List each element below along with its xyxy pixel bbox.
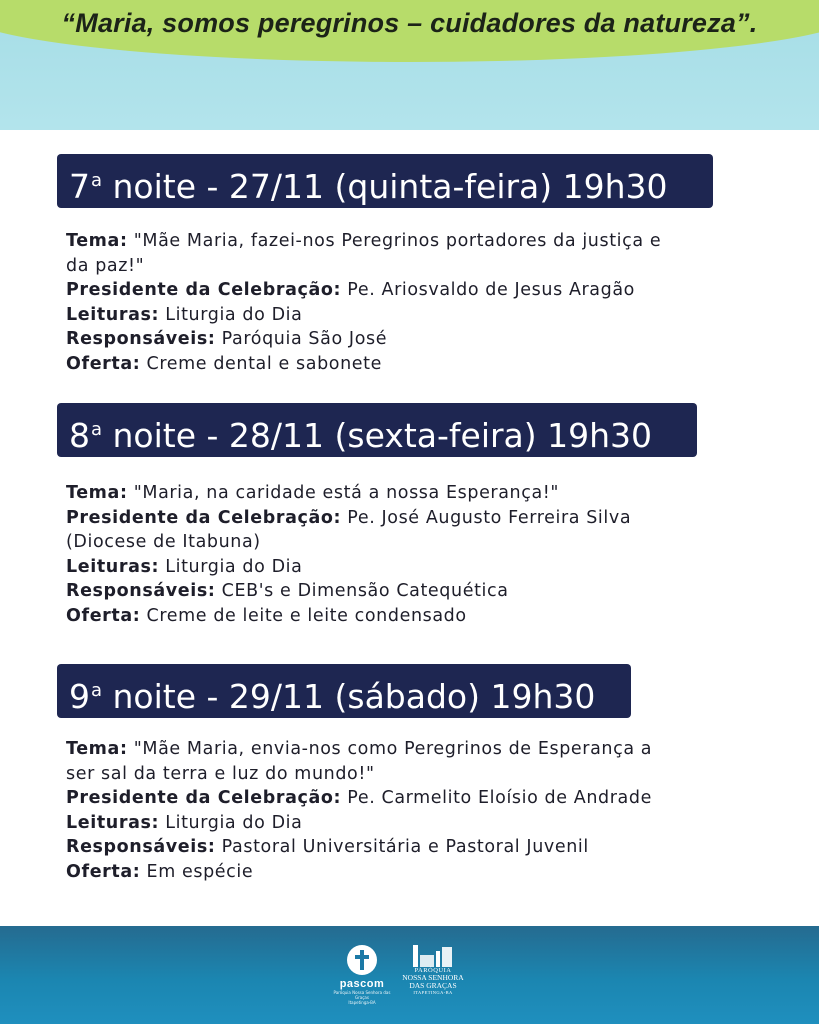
colon: : xyxy=(132,861,141,882)
tema-value: "Mãe Maria, fazei-nos Peregrinos portadores da justiça e xyxy=(133,231,662,251)
responsaveis-value: Paróquia São José xyxy=(221,329,388,349)
parish-logo xyxy=(402,943,464,1005)
oferta-row xyxy=(66,604,716,629)
leituras-value: Liturgia do Dia xyxy=(165,812,303,833)
presidente-label: Presidente da Celebração xyxy=(66,507,334,528)
leituras-label: Leituras xyxy=(66,812,152,833)
colon: : xyxy=(151,812,160,833)
leituras-row xyxy=(66,555,716,580)
colon: : xyxy=(333,507,342,528)
colon: : xyxy=(119,483,128,503)
colon: : xyxy=(132,353,141,374)
oferta-label: Oferta xyxy=(66,605,133,626)
colon: : xyxy=(119,231,128,251)
pascom-name: pascom xyxy=(339,978,385,990)
tema-continuation: da paz!" xyxy=(66,255,145,276)
responsaveis-row xyxy=(66,835,716,860)
tema-value: "Maria, na caridade está a nossa Esperança!" xyxy=(133,483,560,503)
colon: : xyxy=(207,581,216,601)
presidente-value: Pe. José Augusto Ferreira Silva xyxy=(347,507,632,528)
presidente-row xyxy=(66,506,716,531)
tema-label: Tema xyxy=(66,483,120,503)
tema-row xyxy=(66,229,716,254)
leituras-label: Leituras xyxy=(66,556,152,577)
responsaveis-row xyxy=(66,579,716,604)
tema-row xyxy=(66,481,716,506)
night-8-heading xyxy=(57,403,697,457)
night-title: noite - 27/11 (quinta-feira) 19h30 xyxy=(102,167,668,206)
colon: : xyxy=(207,329,216,349)
presidente-continuation: (Diocese de Itabuna) xyxy=(66,532,261,552)
parish-name-line1: NOSSA SENHORA xyxy=(402,973,464,982)
colon: : xyxy=(207,837,216,857)
responsaveis-label: Responsáveis xyxy=(66,329,208,349)
tema-label: Tema xyxy=(66,231,120,251)
night-9-details xyxy=(66,737,716,884)
colon: : xyxy=(119,739,128,759)
colon: : xyxy=(333,788,342,808)
leituras-row xyxy=(66,811,716,836)
night-9-heading xyxy=(57,664,631,718)
tema-row xyxy=(66,737,716,762)
responsaveis-label: Responsáveis xyxy=(66,581,208,601)
tema-value: "Mãe Maria, envia-nos como Peregrinos de Esperança a xyxy=(133,739,653,759)
presidente-row xyxy=(66,786,716,811)
leituras-row xyxy=(66,303,716,328)
leituras-value: Liturgia do Dia xyxy=(165,556,303,577)
oferta-value: Em espécie xyxy=(146,861,254,882)
presidente-label: Presidente da Celebração xyxy=(66,280,334,300)
colon: : xyxy=(132,605,141,626)
oferta-label: Oferta xyxy=(66,353,133,374)
oferta-row xyxy=(66,352,716,377)
pascom-location: Itapetinga-BA xyxy=(348,1000,376,1005)
oferta-value: Creme dental e sabonete xyxy=(146,353,382,374)
night-number: 7 xyxy=(69,167,90,206)
responsaveis-value: CEB's e Dimensão Catequética xyxy=(221,581,509,601)
night-number: 8 xyxy=(69,416,90,455)
night-8-details xyxy=(66,481,716,628)
responsaveis-label: Responsáveis xyxy=(66,837,208,857)
oferta-row xyxy=(66,860,716,885)
cross-icon xyxy=(347,945,377,975)
presidente-value: Pe. Carmelito Eloísio de Andrade xyxy=(347,788,652,808)
pascom-logo xyxy=(330,945,394,1003)
tema-continuation: ser sal da terra e luz do mundo!" xyxy=(66,763,375,784)
colon: : xyxy=(151,304,160,325)
tema-label: Tema xyxy=(66,739,120,759)
ordinal-indicator: a xyxy=(91,170,103,191)
leituras-label: Leituras xyxy=(66,304,152,325)
church-icon xyxy=(411,943,455,967)
oferta-label: Oferta xyxy=(66,861,133,882)
night-number: 9 xyxy=(69,677,90,716)
pascom-subtitle: Paróquia Nossa Senhora das Graças xyxy=(333,990,391,1000)
night-title: noite - 28/11 (sexta-feira) 19h30 xyxy=(102,416,653,455)
night-7-heading xyxy=(57,154,713,208)
ordinal-indicator: a xyxy=(91,680,103,701)
responsaveis-row xyxy=(66,327,716,352)
night-7-details xyxy=(66,229,716,376)
leituras-value: Liturgia do Dia xyxy=(165,304,303,325)
parish-location: ITAPETINGA-BA xyxy=(413,990,453,995)
night-title: noite - 29/11 (sábado) 19h30 xyxy=(102,677,596,716)
parish-label: PARÓQUIA xyxy=(414,967,452,974)
responsaveis-value: Pastoral Universitária e Pastoral Juvenil xyxy=(221,837,589,857)
presidente-value: Pe. Ariosvaldo de Jesus Aragão xyxy=(347,280,635,300)
slogan-text: “Maria, somos peregrinos – cuidadores da natureza”. xyxy=(61,8,758,38)
oferta-value: Creme de leite e leite condensado xyxy=(146,605,467,626)
presidente-row xyxy=(66,278,716,303)
parish-name-line2: DAS GRAÇAS xyxy=(409,981,457,990)
colon: : xyxy=(151,556,160,577)
presidente-label: Presidente da Celebração xyxy=(66,788,334,808)
ordinal-indicator: a xyxy=(91,419,103,440)
colon: : xyxy=(333,280,342,300)
